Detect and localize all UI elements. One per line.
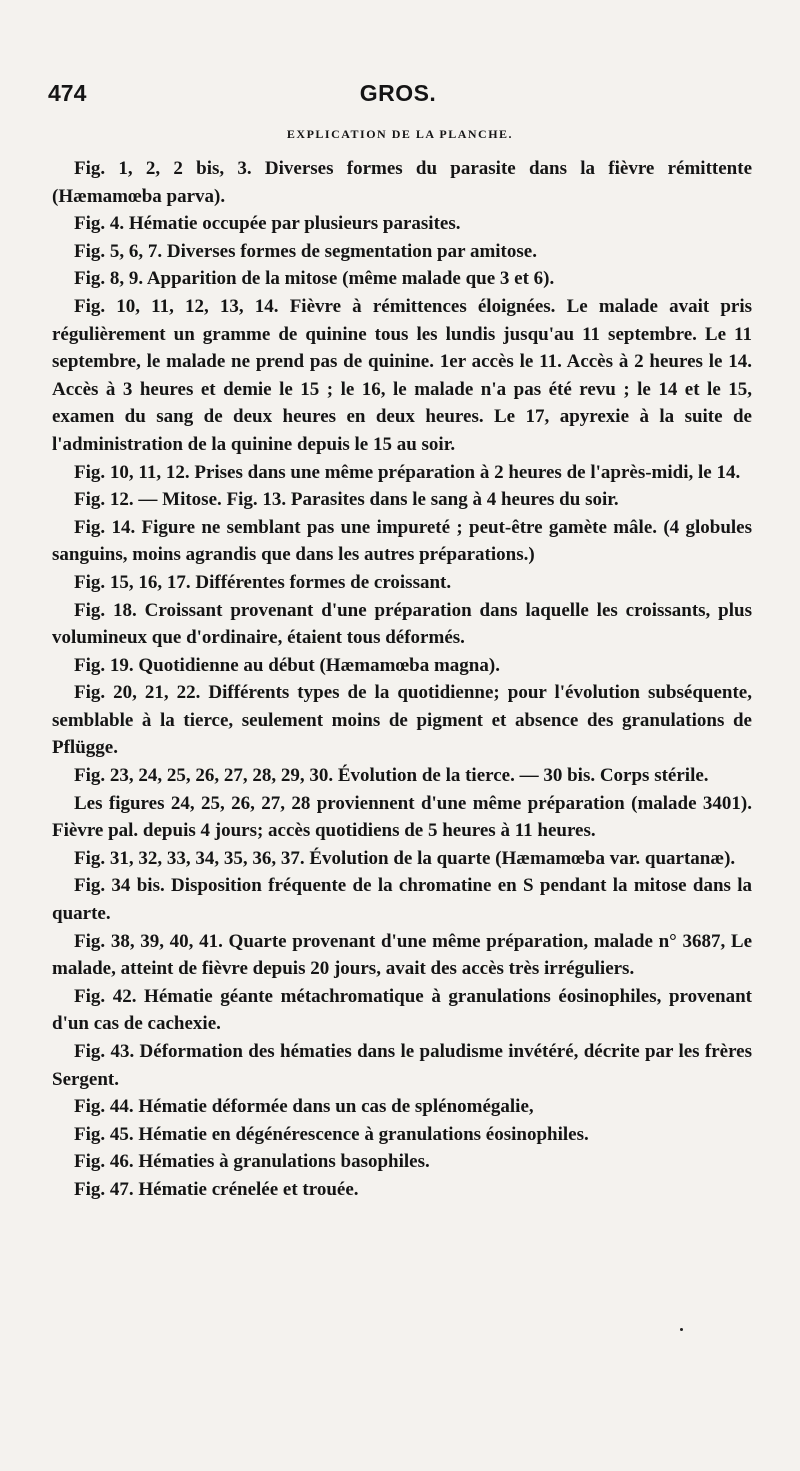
paragraph: Les figures 24, 25, 26, 27, 28 proviennent d'une même préparation (malade 3401). Fièvre pal. depuis 4 jours; accès quotidiens de 5 heures à 11 heures. xyxy=(52,792,752,842)
print-speck xyxy=(680,1328,683,1331)
paragraph: Fig. 5, 6, 7. Diverses formes de segmentation par amitose. xyxy=(74,240,537,262)
paragraph: Fig. 8, 9. Apparition de la mitose (même malade que 3 et 6). xyxy=(74,268,555,290)
paragraph: Fig. 12. — Mitose. Fig. 13. Parasites dans le sang à 4 heures du soir. xyxy=(74,489,619,511)
paragraph: Fig. 10, 11, 12. Prises dans une même préparation à 2 heures de l'après-midi, le 14. xyxy=(74,461,741,483)
paragraph: Fig. 14. Figure ne semblant pas une impureté ; peut-être gamète mâle. (4 globules sanguins, moins agrandis que dans les autres préparations.) xyxy=(52,516,752,566)
paragraph: Fig. 31, 32, 33, 34, 35, 36, 37. Évolution de la quarte (Hæmamœba var. quartanæ). xyxy=(74,847,736,869)
paragraph: Fig. 45. Hématie en dégénérescence à granulations éosinophiles. xyxy=(74,1123,589,1145)
paragraph: Fig. 23, 24, 25, 26, 27, 28, 29, 30. Évolution de la tierce. — 30 bis. Corps stérile. xyxy=(74,765,709,787)
paragraph: Fig. 19. Quotidienne au début (Hæmamœba magna). xyxy=(74,654,500,676)
paragraph: Fig. 20, 21, 22. Différents types de la quotidienne; pour l'évolution subséquente, semblable à la tierce, seulement moins de pigment et absence des granulations de Pflügge. xyxy=(52,682,752,759)
paragraph: Fig. 44. Hématie déformée dans un cas de splénomégalie, xyxy=(74,1096,534,1118)
page-number: 474 xyxy=(48,80,87,106)
paragraph: Fig. 46. Hématies à granulations basophiles. xyxy=(74,1151,430,1173)
running-head: GROS. xyxy=(359,80,437,106)
section-title: EXPLICATION DE LA PLANCHE. xyxy=(286,127,514,141)
page-header xyxy=(48,80,748,110)
paragraph: Fig. 38, 39, 40, 41. Quarte provenant d'une même préparation, malade n° 3687, Le malade, atteint de fièvre depuis 20 jours, avait des accès très irréguliers. xyxy=(52,930,752,980)
paragraph: Fig. 47. Hématie crénelée et trouée. xyxy=(74,1178,359,1200)
paragraph: Fig. 34 bis. Disposition fréquente de la chromatine en S pendant la mitose dans la quarte. xyxy=(52,875,752,925)
paragraph: Fig. 10, 11, 12, 13, 14. Fièvre à rémittences éloignées. Le malade avait pris régulièrement un gramme de quinine tous les lundis jusqu'au 11 septembre. Le 11 septembre, le malade ne prend pas de quinine. 1er accès le 11. Accès à 2 heures le 14. Accès à 3 heures et demie le 15 ; le 16, le malade n'a pas été revu ; le 14 et le 15, examen du sang de deux heures en deux heures. Le 17, apyrexie à la suite de l'administration de la quinine depuis le 15 au soir. xyxy=(52,295,752,455)
paragraph: Fig. 15, 16, 17. Différentes formes de croissant. xyxy=(74,571,452,593)
paragraph: Fig. 1, 2, 2 bis, 3. Diverses formes du parasite dans la fièvre rémittente (Hæmamœba parva). xyxy=(52,158,752,207)
explanation-body xyxy=(52,155,752,1204)
paragraph: Fig. 4. Hématie occupée par plusieurs parasites. xyxy=(74,213,461,235)
paragraph: Fig. 43. Déformation des hématies dans le paludisme invétéré, décrite par les frères Sergent. xyxy=(52,1041,752,1090)
paragraph: Fig. 18. Croissant provenant d'une préparation dans laquelle les croissants, plus volumineux que d'ordinaire, étaient tous déformés. xyxy=(52,599,752,649)
paragraph: Fig. 42. Hématie géante métachromatique à granulations éosinophiles, provenant d'un cas de cachexie. xyxy=(52,985,752,1035)
